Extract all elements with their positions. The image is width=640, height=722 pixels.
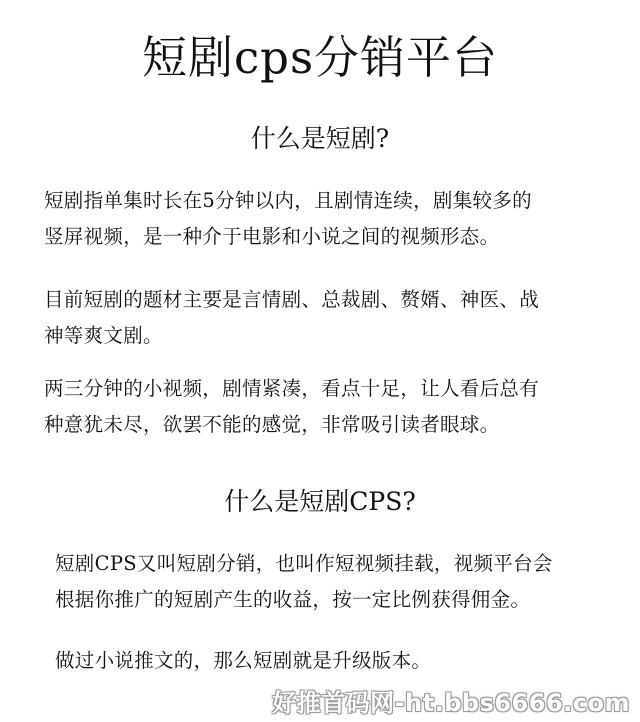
paragraph-upgrade <box>55 643 431 679</box>
paragraph-line: 两三分钟的小视频，剧情紧凑，看点十足，让人看后总有 <box>44 377 540 400</box>
paragraph-line: 竖屏视频，是一种介于电影和小说之间的视频形态。 <box>44 225 500 248</box>
paragraph-line: 短剧CPS又叫短剧分销，也叫作短视频挂载，视频平台会 <box>55 552 553 575</box>
paragraph-line: 做过小说推文的，那么短剧就是升级版本。 <box>55 649 432 672</box>
paragraph-line: 根据你推广的短剧产生的收益，按一定比例获得佣金。 <box>55 588 531 611</box>
paragraph-line: 短剧指单集时长在5分钟以内，且剧情连续，剧集较多的 <box>44 189 532 212</box>
paragraph-definition <box>44 183 532 255</box>
paragraph-themes <box>44 282 539 354</box>
paragraph-cps-definition <box>55 546 553 618</box>
paragraph-line: 神等爽文剧。 <box>44 324 163 347</box>
watermark: 好推首码网-ht.bbs6666.com <box>272 689 630 717</box>
section-heading-what-is-cps: 什么是短剧CPS? <box>224 487 416 516</box>
paragraph-appeal <box>44 371 539 443</box>
page-title: 短剧cps分销平台 <box>141 31 499 84</box>
paragraph-line: 目前短剧的题材主要是言情剧、总裁剧、赘婿、神医、战 <box>44 288 540 311</box>
section-heading-what-is-short-drama: 什么是短剧? <box>250 124 390 153</box>
paragraph-line: 种意犹未尽，欲罢不能的感觉，非常吸引读者眼球。 <box>44 413 500 436</box>
